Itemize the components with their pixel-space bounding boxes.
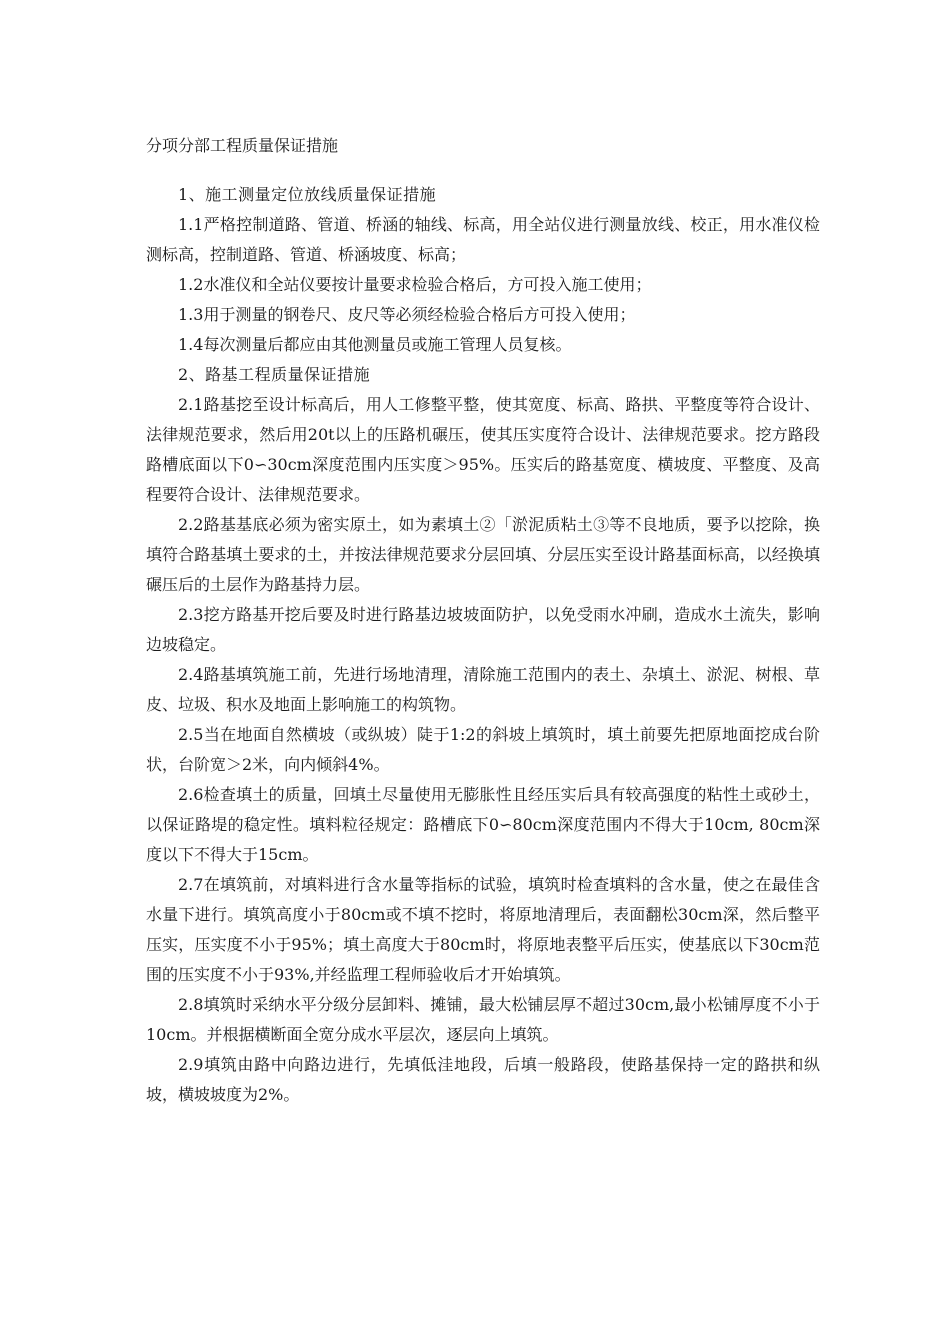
paragraph-2-3: 2.3挖方路基开挖后要及时进行路基边坡坡面防护，以免受雨水冲刷，造成水土流失，影响边坡稳定。 [146, 605, 820, 654]
document-body [146, 180, 820, 1110]
paragraph-2-5: 2.5当在地面自然横坡（或纵坡）陡于1:2的斜坡上填筑时，填土前要先把原地面挖成台阶状，台阶宽＞2米，向内倾斜4%。 [146, 725, 820, 774]
section-heading-1: 1、施工测量定位放线质量保证措施 [178, 185, 437, 204]
paragraph-2-2: 2.2路基基底必须为密实原土，如为素填土②「淤泥质粘土③等不良地质，要予以挖除，换填符合路基填土要求的土，并按法律规范要求分层回填、分层压实至设计路基面标高，以经换填碾压后的土层作为路基持力层。 [146, 515, 820, 594]
document-title: 分项分部工程质量保证措施 [146, 136, 339, 155]
paragraph-2-8: 2.8填筑时采纳水平分级分层卸料、摊铺，最大松铺层厚不超过30cm,最小松铺厚度不小于10cm。并根据横断面全宽分成水平层次，逐层向上填筑。 [146, 995, 820, 1044]
paragraph-2-9: 2.9填筑由路中向路边进行，先填低洼地段，后填一般路段，使路基保持一定的路拱和纵坡，横坡坡度为2%。 [146, 1055, 820, 1104]
paragraph-2-1: 2.1路基挖至设计标高后，用人工修整平整，使其宽度、标高、路拱、平整度等符合设计、法律规范要求，然后用20t以上的压路机碾压，使其压实度符合设计、法律规范要求。挖方路段路槽底面以下0∽30cm深度范围内压实度＞95%。压实后的路基宽度、横坡度、平整度、及高程要符合设计、法律规范要求。 [146, 395, 820, 504]
paragraph-1-1: 1.1严格控制道路、管道、桥涵的轴线、标高，用全站仪进行测量放线、校正，用水准仪检测标高，控制道路、管道、桥涵坡度、标高； [146, 215, 820, 264]
paragraph-2-4: 2.4路基填筑施工前，先进行场地清理，清除施工范围内的表土、杂填土、淤泥、树根、草皮、垃圾、积水及地面上影响施工的构筑物。 [146, 665, 820, 714]
paragraph-1-3: 1.3用于测量的钢卷尺、皮尺等必须经检验合格后方可投入使用； [178, 305, 636, 324]
paragraph-1-2: 1.2水准仪和全站仪要按计量要求检验合格后，方可投入施工使用； [178, 275, 652, 294]
section-heading-2: 2、路基工程质量保证措施 [178, 365, 371, 384]
paragraph-2-7: 2.7在填筑前，对填料进行含水量等指标的试验，填筑时检查填料的含水量，使之在最佳含水量下进行。填筑高度小于80cm或不填不挖时，将原地清理后，表面翻松30cm深，然后整平压实，压实度不小于95%；填土高度大于80cm时，将原地表整平后压实，使基底以下30cm范围的压实度不小于93%,并经监理工程师验收后才开始填筑。 [146, 875, 820, 984]
paragraph-1-4: 1.4每次测量后都应由其他测量员或施工管理人员复核。 [178, 335, 572, 354]
paragraph-2-6: 2.6检查填土的质量，回填土尽量使用无膨胀性且经压实后具有较高强度的粘性土或砂土，以保证路堤的稳定性。填料粒径规定：路槽底下0∽80cm深度范围内不得大于10cm, 80cm深度以下不得大于15cm。 [146, 785, 820, 864]
